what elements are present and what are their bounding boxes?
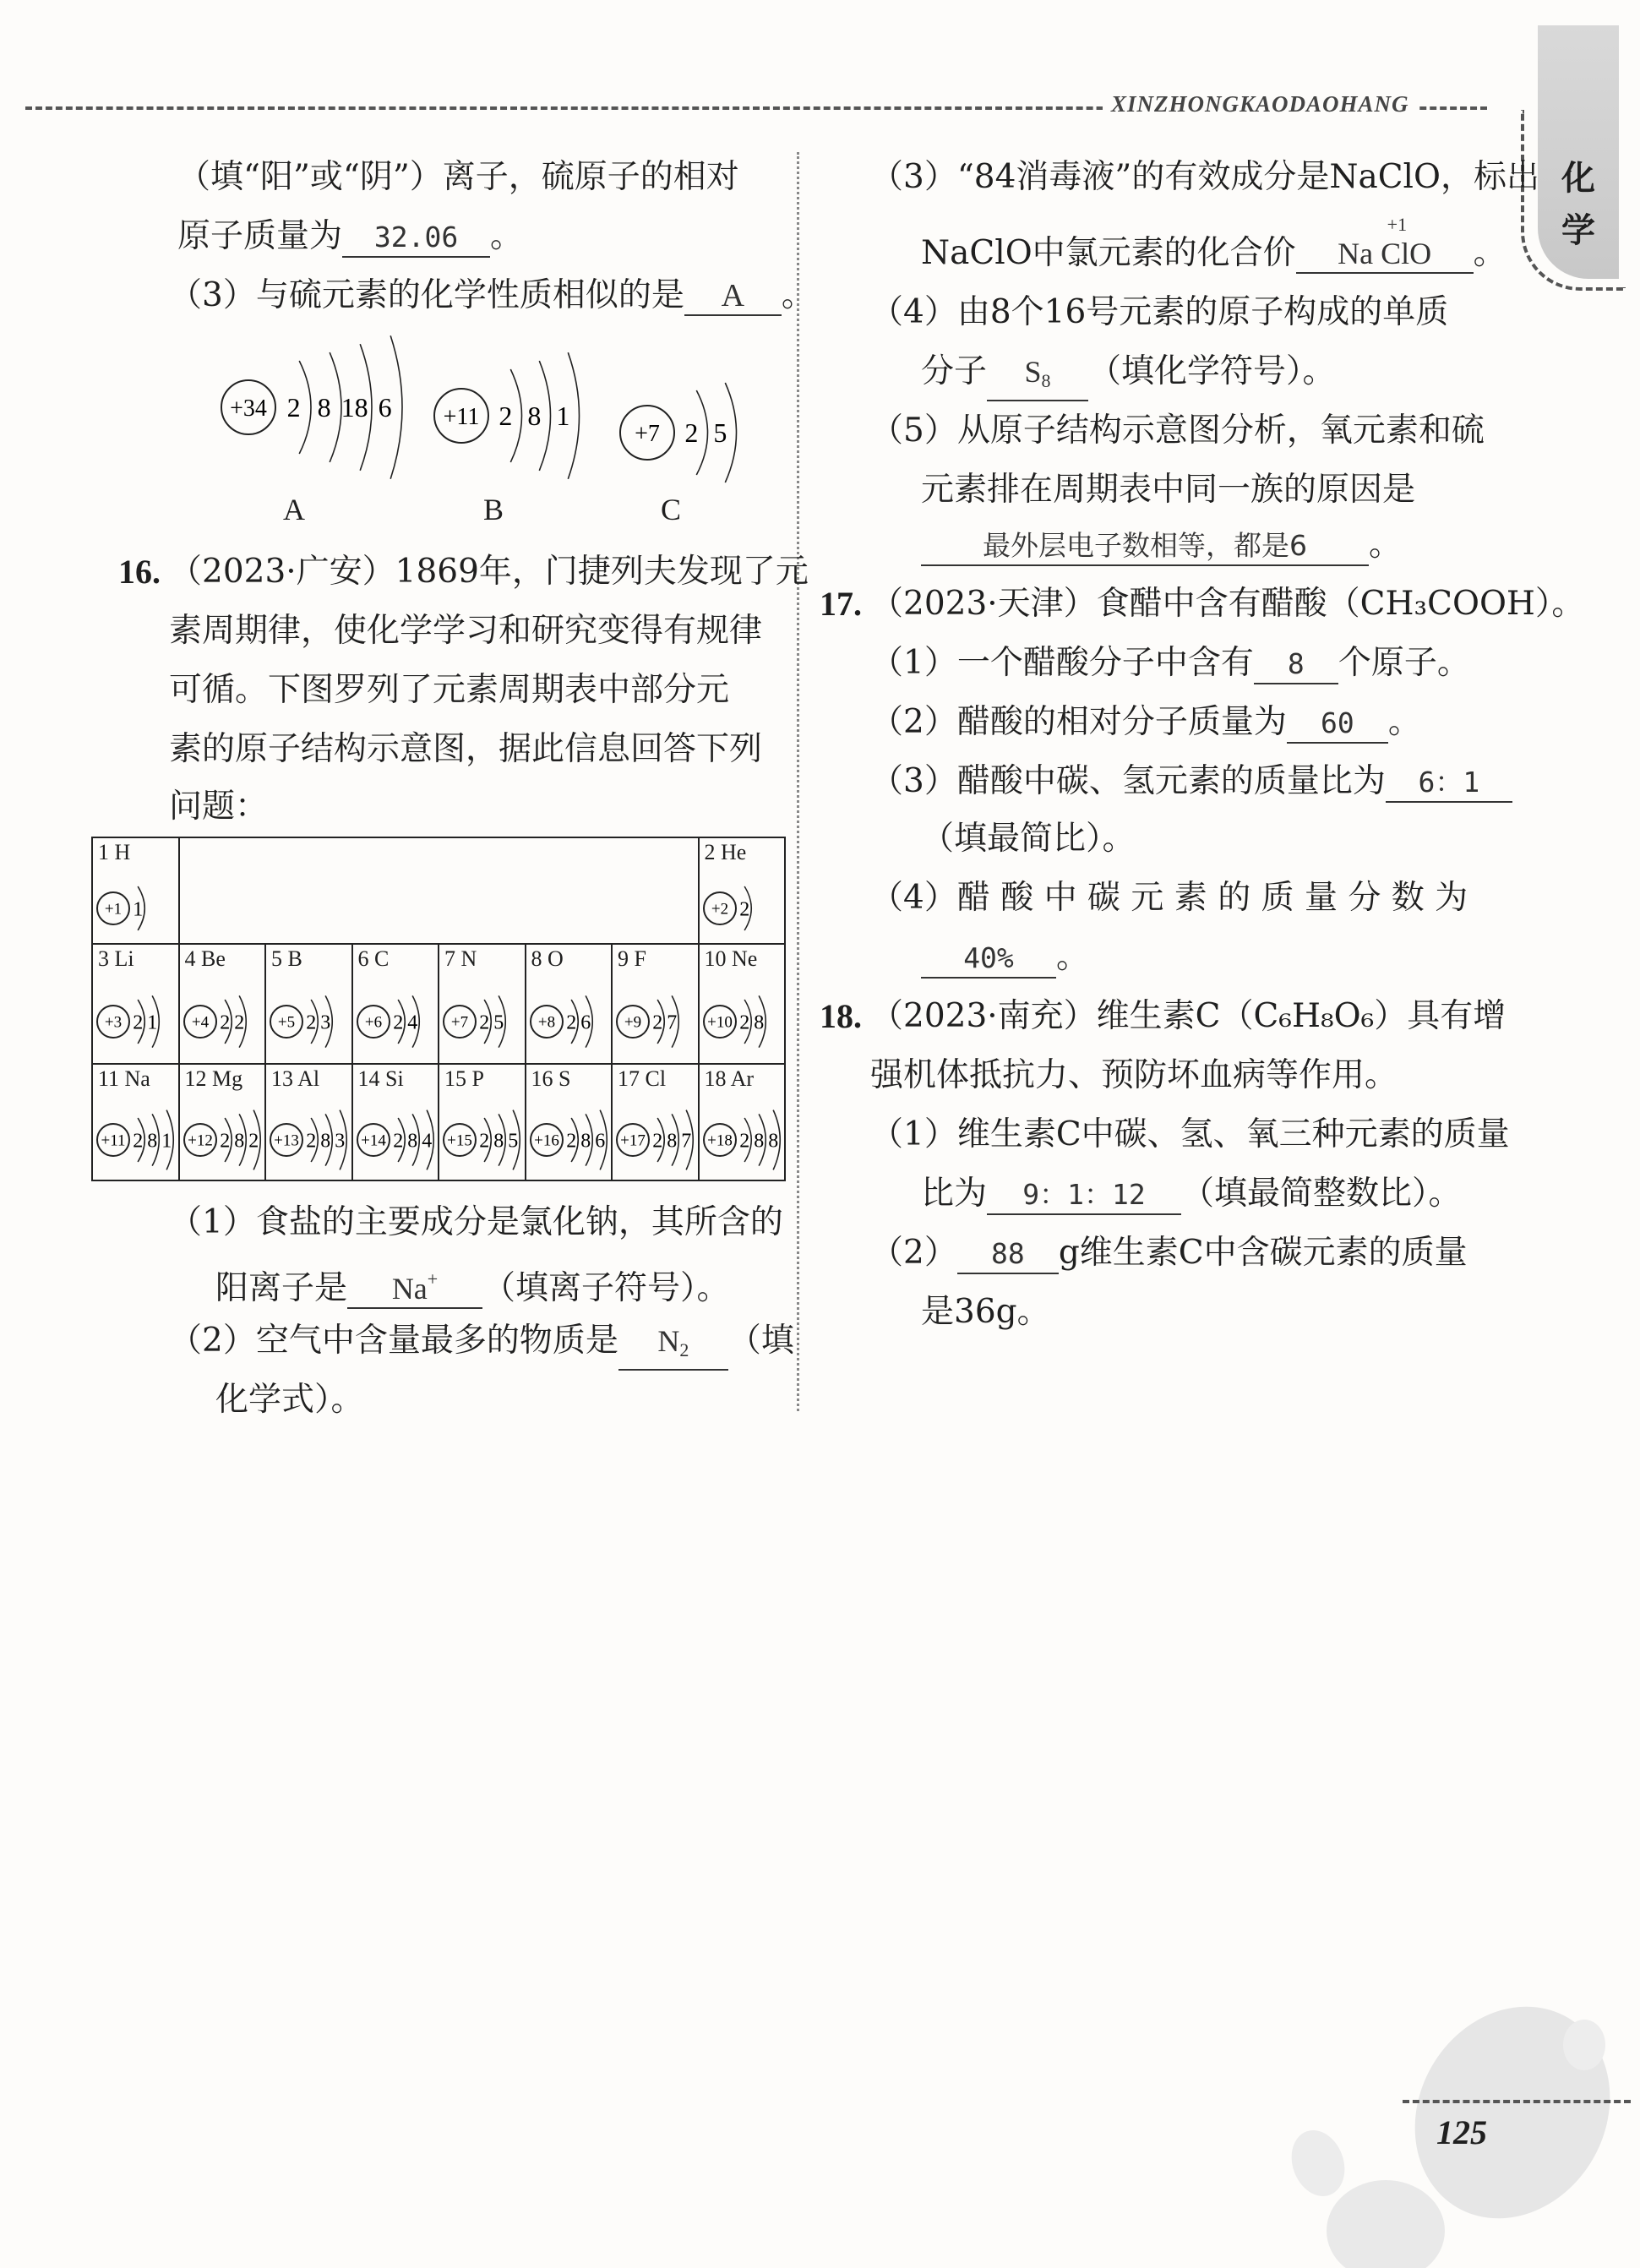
atom-structure [93,979,180,1065]
periodic-cell [525,943,613,1065]
atom-structure [266,1099,353,1181]
periodic-cell [698,1063,787,1181]
shell-electron-count: 2 [738,1011,749,1034]
element-label: 18 Ar [704,1066,754,1091]
element-label: 2 He [704,840,747,864]
nucleus-charge: +11 [101,1131,126,1150]
q17-part2: （2）醋酸的相对分子质量为 60 。 [870,701,1421,744]
q18-part2-line2: 是36g。 [921,1293,1050,1331]
shell-electron-count: 8 [320,1130,331,1153]
nucleus-charge: +34 [230,395,267,422]
electron-shell-arc [330,352,341,462]
nucleus-charge: +1 [104,900,123,919]
periodic-cell [91,1063,180,1181]
shell-electron-count: 2 [684,417,699,449]
atom-structure [93,1099,180,1181]
shell-electron-count: 2 [738,1130,749,1153]
atom-structure [180,1099,267,1181]
q16-part4-line2: 分子 $S_8$ （填化学符号）。 [921,351,1336,401]
shell-electron-count: 1 [133,898,144,921]
nucleus-charge: +10 [706,1013,733,1032]
shell-electron-count: 8 [233,1130,244,1153]
periodic-cell [351,943,440,1065]
element-label: 9 F [618,946,646,971]
shell-electron-count: 6 [594,1130,605,1153]
shell-electron-count: 5 [508,1130,519,1153]
nucleus-charge: +2 [711,900,728,919]
element-label: 4 Be [184,946,226,971]
atom-diagram-a [218,330,392,502]
shell-electron-count: 4 [406,1011,417,1034]
shell-electron-count: 8 [147,1130,158,1153]
shell-electron-count: 2 [652,1130,663,1153]
q18-number: 18. [820,997,862,1035]
shell-electron-count: 2 [565,1130,576,1153]
atom-label-c: C [661,493,682,526]
element-label: 8 O [531,946,564,971]
answer-blank: $S_8$ [987,353,1088,401]
shell-electron-count: 8 [753,1130,764,1153]
atom-structure [526,979,613,1065]
answer-blank: 32.06 [342,219,490,258]
shell-electron-count: 8 [317,392,331,423]
nucleus-charge: +17 [620,1131,646,1150]
q17-number: 17. [820,585,862,623]
shell-electron-count: 2 [219,1011,230,1034]
atom-structure [526,1099,613,1181]
nucleus-charge: +7 [635,420,660,447]
nucleus-charge: +5 [277,1013,296,1032]
periodic-cell [351,1063,440,1181]
q17-part3-line1: （3）醋酸中碳、氢元素的质量比为 6：1 [870,761,1512,803]
shell-electron-count: 2 [479,1130,490,1153]
shell-electron-count: 7 [681,1130,692,1153]
periodic-cell [178,943,267,1065]
shell-electron-count: 1 [556,401,570,432]
q16-line4: 素的原子结构示意图，据此信息回答下列 [169,730,763,768]
atom-label-b: B [483,493,504,526]
periodic-cell [264,1063,353,1181]
shell-electron-count: 2 [738,898,749,921]
q16-part2-line1: （2）空气中含量最多的物质是 $N_2$ （填 [169,1320,794,1371]
periodic-cell [611,1063,700,1181]
shell-electron-count: 8 [753,1011,764,1034]
element-label: 16 S [531,1066,571,1091]
page-number: 125 [1436,2113,1487,2151]
nucleus-charge: +14 [360,1131,386,1150]
atom-structure [613,979,700,1065]
q16-part1-line2: 阳离子是 Na+ （填离子符号）。 [215,1261,730,1310]
q16-part2-line2: 化学式）。 [215,1381,364,1419]
nucleus-charge: +8 [537,1013,555,1032]
nucleus-charge: +4 [191,1013,209,1032]
q17-part4-line2: 40% 。 [921,936,1089,979]
atom-diagram-b [431,346,575,493]
q16-part3-line2: NaClO中氯元素的化合价 +1 Na ClO 。 [921,214,1507,272]
nucleus-charge: +15 [447,1131,472,1150]
shell-electron-count: 18 [341,392,368,423]
answer-blank: +1 Na ClO [1296,235,1474,274]
shell-electron-count: 2 [565,1011,576,1034]
shell-electron-count: 2 [392,1011,403,1034]
q16-line2: 素周期律，使化学学习和研究变得有规律 [169,612,763,650]
atom-diagram-c [617,363,744,493]
atom-structure [700,979,787,1065]
shell-electron-count: 8 [580,1130,591,1153]
periodic-table-top-frame [178,837,700,945]
periodic-cell [698,837,787,945]
answer-blank: 6：1 [1386,764,1512,803]
q17-part1: （1）一个醋酸分子中含有 8 个原子。 [870,642,1470,684]
q16-part1-line1: （1）食盐的主要成分是氯化钠，其所含的 [169,1203,783,1241]
nucleus-charge: +13 [274,1131,299,1150]
q18-part1-line2: 比为 9：1：12 （填最简整数比）。 [921,1173,1462,1215]
atom-structure [266,979,353,1065]
answer-blank: 8 [1254,646,1338,684]
shell-electron-count: 7 [667,1011,678,1034]
q17-stem: （2023·天津）食醋中含有醋酸（CH₃COOH）。 [870,585,1585,623]
periodic-cell [91,943,180,1065]
element-label: 13 Al [271,1066,320,1091]
q16-number: 16. [118,553,161,591]
periodic-cell [178,1063,267,1181]
q18-stem-line1: （2023·南充）维生素C（C₆H₈O₆）具有增 [870,997,1507,1035]
atom-structure [613,1099,700,1181]
periodic-table [91,837,784,1180]
column-separator [797,152,799,1411]
shell-electron-count: 2 [133,1130,144,1153]
answer-blank: 60 [1287,705,1388,744]
answer-blank: 40% [921,940,1056,979]
answer-blank: $N_2$ [618,1322,728,1371]
electron-shell-arc [390,335,402,478]
shell-electron-count: 4 [421,1130,432,1153]
atom-structure [700,872,787,945]
q16-line3: 可循。下图罗列了元素周期表中部分元 [169,671,730,709]
nucleus-charge: +3 [104,1013,123,1032]
shell-electron-count: 3 [335,1130,346,1153]
electron-shell-arc [299,361,311,454]
shell-electron-count: 2 [652,1011,663,1034]
nucleus-charge: +16 [533,1131,559,1150]
nucleus-charge: +18 [706,1131,733,1150]
element-label: 6 C [357,946,390,971]
shell-electron-count: 5 [493,1011,504,1034]
periodic-cell [264,943,353,1065]
answer-blank: Na+ [347,1261,482,1309]
subject-label: 化学 [1561,159,1595,250]
shell-electron-count: 3 [320,1011,331,1034]
shell-electron-count: 2 [219,1130,230,1153]
q17-part4-line1: （4）醋 酸 中 碳 元 素 的 质 量 分 数 为 [870,879,1468,917]
q15-continuation-line1: （填“阳”或“阴”）离子，硫原子的相对 [177,158,739,196]
q16-part5-line2: 元素排在周期表中同一族的原因是 [921,471,1416,509]
q16-line1: （2023·广安）1869年，门捷列夫发现了元 [169,553,809,591]
atom-label-a: A [283,493,305,526]
q16-part4-line1: （4）由8个16号元素的原子构成的单质 [870,293,1449,331]
shell-electron-count: 8 [493,1130,504,1153]
nucleus-charge: +12 [187,1131,213,1150]
nucleus-charge: +7 [450,1013,469,1032]
answer-blank: 最外层电子数相等，都是6 [921,527,1369,566]
atom-structure [439,979,526,1065]
answer-blank: 9：1：12 [987,1176,1181,1215]
shell-electron-count: 8 [767,1130,778,1153]
nucleus-charge: +11 [443,403,480,430]
shell-electron-count: 6 [580,1011,591,1034]
shell-electron-count: 2 [392,1130,403,1153]
answer-blank: 88 [957,1235,1059,1274]
series-title: XINZHONGKAODAOHANG [1103,91,1418,117]
shell-electron-count: 2 [248,1130,259,1153]
atom-structure [353,1099,440,1181]
answer-blank: A [684,277,782,316]
shell-electron-count: 2 [133,1011,144,1034]
shell-electron-count: 8 [406,1130,417,1153]
shell-electron-count: 6 [378,392,392,423]
element-label: 3 Li [98,946,134,971]
q16-part5-line1: （5）从原子结构示意图分析，氧元素和硫 [870,412,1485,450]
q15-continuation-line2: 原子质量为 32.06 。 [177,215,523,258]
element-label: 10 Ne [704,946,758,971]
atom-structure [353,979,440,1065]
shell-electron-count: 5 [713,417,727,449]
shell-electron-count: 2 [306,1130,317,1153]
q18-part2-line1: （2） 88 g维生素C中含碳元素的质量 [870,1232,1468,1274]
periodic-cell [525,1063,613,1181]
q17-part3-line2: （填最简比）。 [921,820,1136,858]
shell-electron-count: 2 [286,392,301,423]
q16-part3-line1: （3）“84消毒液”的有效成分是NaClO，标出 [870,158,1539,196]
nucleus-charge: +6 [364,1013,382,1032]
q18-part1-line1: （1）维生素C中碳、氢、氧三种元素的质量 [870,1115,1510,1153]
element-label: 14 Si [357,1066,404,1091]
atom-structure [180,979,267,1065]
periodic-cell [698,943,787,1065]
shell-electron-count: 8 [527,401,542,432]
atom-structure [93,872,180,945]
q16-part5-line3: 最外层电子数相等，都是6 。 [921,524,1402,566]
periodic-cell [611,943,700,1065]
periodic-cell [438,943,526,1065]
q15-part3: （3）与硫元素的化学性质相似的是 A 。 [169,276,815,314]
element-label: 17 Cl [618,1066,667,1091]
shell-electron-count: 1 [147,1011,158,1034]
periodic-cell [438,1063,526,1181]
element-label: 15 P [444,1066,484,1091]
element-label: 5 B [271,946,302,971]
q18-stem-line2: 强机体抵抗力、预防坏血病等作用。 [870,1056,1398,1094]
shell-electron-count: 8 [667,1130,678,1153]
q16-line5: 问题： [169,788,269,826]
shell-electron-count: 2 [499,401,513,432]
element-label: 1 H [98,840,131,864]
nucleus-charge: +9 [624,1013,642,1032]
element-label: 11 Na [98,1066,150,1091]
shell-electron-count: 2 [306,1011,317,1034]
shell-electron-count: 2 [479,1011,490,1034]
atom-structure [439,1099,526,1181]
periodic-cell [91,837,180,945]
element-label: 7 N [444,946,477,971]
element-label: 12 Mg [184,1066,243,1091]
atom-structure [700,1099,787,1181]
footer-dashed-line [1403,2100,1631,2103]
shell-electron-count: 1 [161,1130,172,1153]
shell-electron-count: 2 [233,1011,244,1034]
